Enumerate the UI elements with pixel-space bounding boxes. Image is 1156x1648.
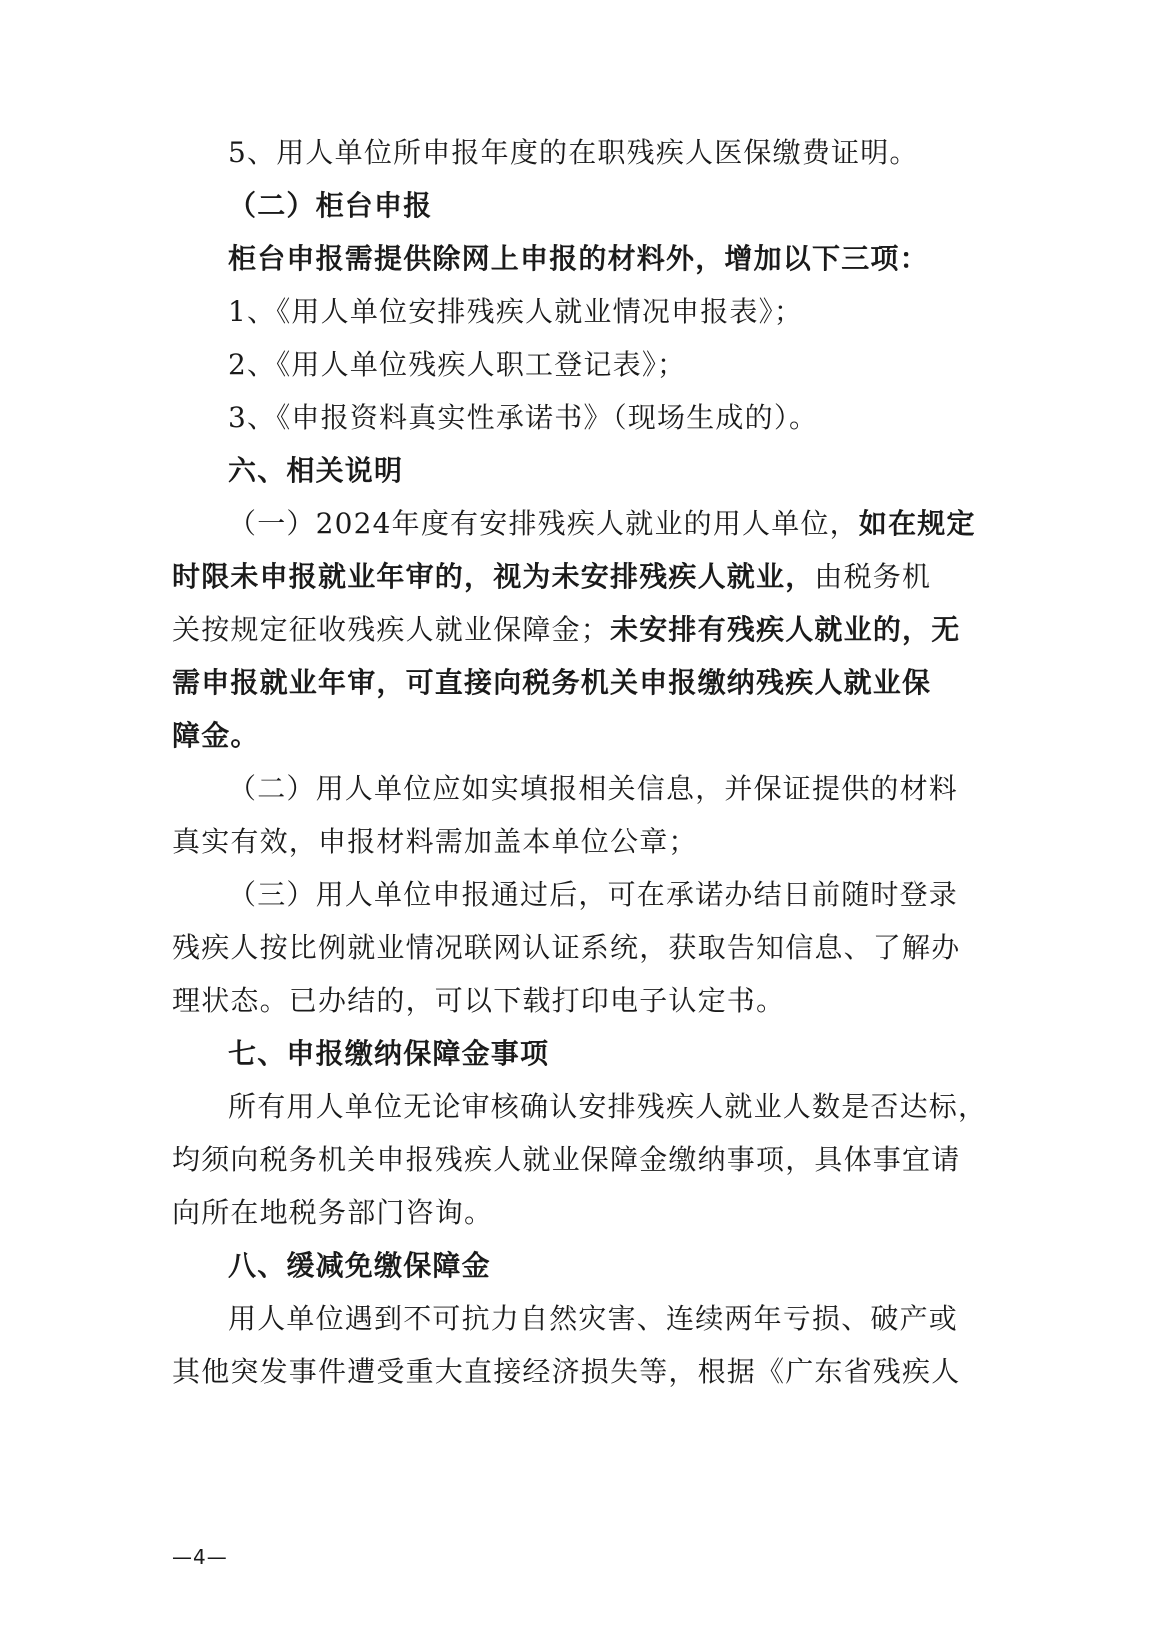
section-counter-declaration-heading: （二）柜台申报 xyxy=(228,189,433,222)
counter-declaration-intro: 柜台申报需提供除网上申报的材料外，增加以下三项： xyxy=(228,242,929,275)
note-1-line-3-regular: 关按规定征收残疾人就业保障金； xyxy=(172,613,611,646)
note-1-line-1 xyxy=(228,496,1014,552)
note-3-line-3: 理状态。已办结的，可以下载打印电子认定书。 xyxy=(172,984,786,1017)
note-2-line-1: （二）用人单位应如实填报相关信息，并保证提供的材料 xyxy=(228,772,959,805)
note-2-line-2: 真实有效，申报材料需加盖本单位公章； xyxy=(172,825,698,858)
note-1-line-2-regular: 由税务机 xyxy=(814,560,932,593)
section-8-line-1: 用人单位遇到不可抗力自然灾害、连续两年亏损、破产或 xyxy=(228,1302,959,1335)
item-5-line: 5、用人单位所申报年度的在职残疾人医保缴费证明。 xyxy=(228,136,919,169)
section-7-heading: 七、申报缴纳保障金事项 xyxy=(228,1037,550,1070)
counter-item-2: 2、《用人单位残疾人职工登记表》； xyxy=(228,348,687,381)
note-1-line-3 xyxy=(172,602,1014,658)
note-1-line-1-regular: （一）2024年度有安排残疾人就业的用人单位， xyxy=(228,507,859,540)
section-8-heading: 八、缓减免缴保障金 xyxy=(228,1249,491,1282)
section-8-line-2: 其他突发事件遭受重大直接经济损失等，根据《广东省残疾人 xyxy=(172,1355,961,1388)
note-1-line-1-bold: 如在规定 xyxy=(858,507,976,540)
note-1-line-2-bold: 时限未申报就业年审的，视为未安排残疾人就业， xyxy=(172,560,815,593)
page-number: —4— xyxy=(172,1545,228,1569)
counter-item-1: 1、《用人单位安排残疾人就业情况申报表》； xyxy=(228,295,804,328)
section-6-heading: 六、相关说明 xyxy=(228,454,404,487)
note-1-line-3-bold: 未安排有残疾人就业的，无 xyxy=(610,613,961,646)
note-3-line-2: 残疾人按比例就业情况联网认证系统，获取告知信息、了解办 xyxy=(172,931,961,964)
note-1-line-2 xyxy=(172,549,1014,605)
note-1-line-4: 需申报就业年审，可直接向税务机关申报缴纳残疾人就业保 xyxy=(172,666,932,699)
note-1-line-5: 障金。 xyxy=(172,719,260,752)
counter-item-3: 3、《申报资料真实性承诺书》（现场生成的）。 xyxy=(228,401,819,434)
note-3-line-1: （三）用人单位申报通过后，可在承诺办结日前随时登录 xyxy=(228,878,959,911)
section-7-line-1: 所有用人单位无论审核确认安排残疾人就业人数是否达标， xyxy=(228,1090,988,1123)
section-7-line-2: 均须向税务机关申报残疾人就业保障金缴纳事项，具体事宜请 xyxy=(172,1143,961,1176)
section-7-line-3: 向所在地税务部门咨询。 xyxy=(172,1196,494,1229)
